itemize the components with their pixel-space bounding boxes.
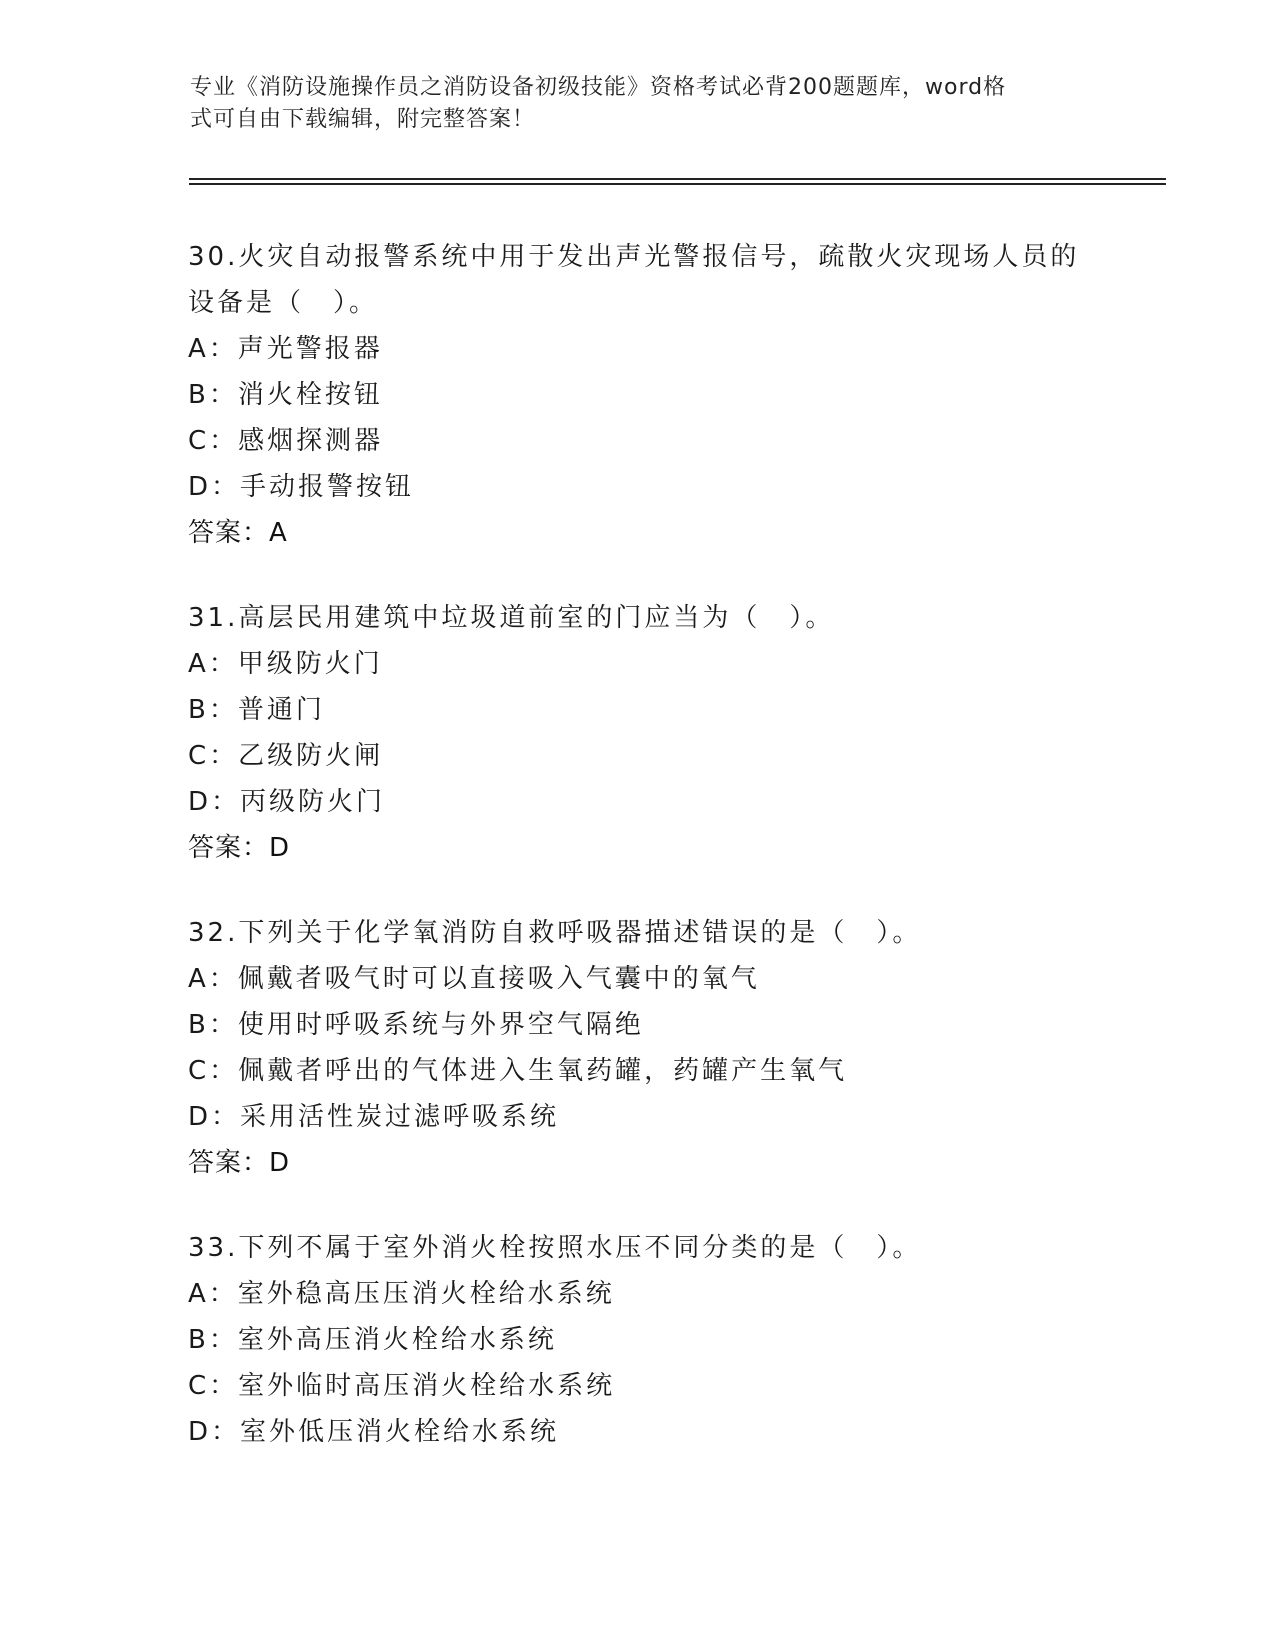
option-b: B：消火栓按钮 (188, 380, 383, 410)
question-30 (188, 234, 1148, 556)
question-32 (188, 910, 1148, 1186)
question-31 (188, 595, 1148, 871)
option-c: C：室外临时高压消火栓给水系统 (188, 1371, 616, 1401)
header-line-2: 式可自由下载编辑，附完整答案！ (190, 107, 536, 132)
question-stem: 33.下列不属于室外消火栓按照水压不同分类的是（ ）。 (188, 1233, 922, 1263)
option-c: C：感烟探测器 (188, 426, 384, 456)
option-b: B：普通门 (188, 695, 325, 725)
question-stem: 30.火灾自动报警系统中用于发出声光警报信号，疏散火灾现场人员的 (188, 242, 1080, 272)
option-d: D：室外低压消火栓给水系统 (188, 1417, 560, 1447)
option-b: B：室外高压消火栓给水系统 (188, 1325, 557, 1355)
option-b: B：使用时呼吸系统与外界空气隔绝 (188, 1010, 644, 1040)
question-stem-continued: 设备是（ ）。 (188, 288, 379, 318)
option-a: A：佩戴者吸气时可以直接吸入气囊中的氧气 (188, 964, 760, 994)
option-c: C：乙级防火闸 (188, 741, 384, 771)
header-divider-bottom (189, 183, 1166, 185)
question-stem: 32.下列关于化学氧消防自救呼吸器描述错误的是（ ）。 (188, 918, 922, 948)
option-d: D：手动报警按钮 (188, 472, 415, 502)
document-header (190, 72, 1090, 136)
option-a: A：甲级防火门 (188, 649, 383, 679)
question-stem: 31.高层民用建筑中垃圾道前室的门应当为（ ）。 (188, 603, 835, 633)
header-line-1: 专业《消防设施操作员之消防设备初级技能》资格考试必背200题题库，word格 (190, 75, 1007, 100)
option-d: D：采用活性炭过滤呼吸系统 (188, 1102, 560, 1132)
option-a: A：声光警报器 (188, 334, 383, 364)
header-divider-top (189, 178, 1166, 180)
question-list (188, 234, 1148, 1494)
answer-label: 答案：A (188, 518, 288, 548)
option-a: A：室外稳高压压消火栓给水系统 (188, 1279, 615, 1309)
option-d: D：丙级防火门 (188, 787, 386, 817)
option-c: C：佩戴者呼出的气体进入生氧药罐，药罐产生氧气 (188, 1056, 848, 1086)
answer-label: 答案：D (188, 833, 291, 863)
answer-label: 答案：D (188, 1148, 291, 1178)
question-33 (188, 1225, 1148, 1455)
